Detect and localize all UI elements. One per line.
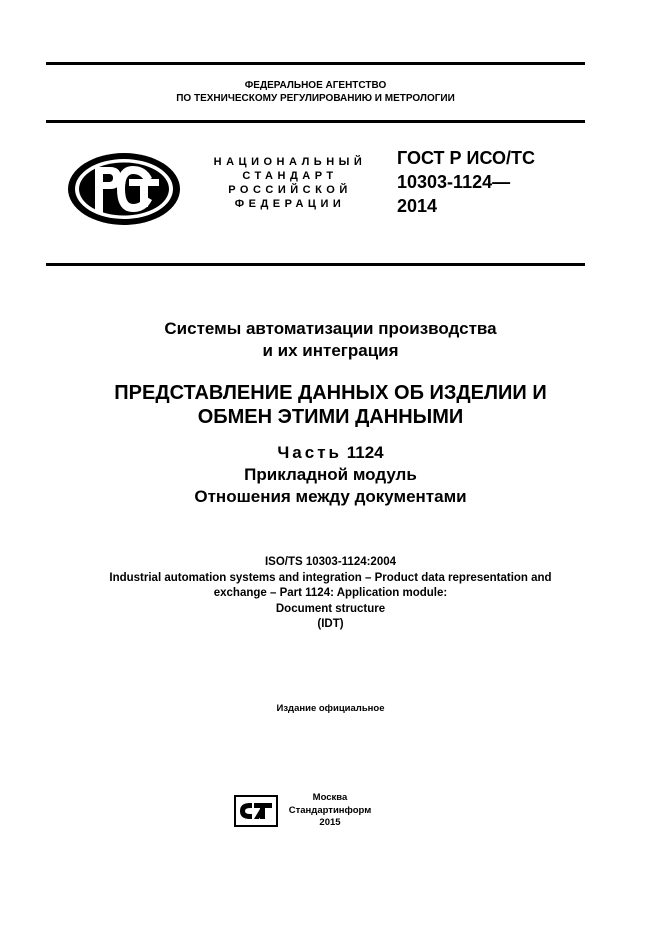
iso-designation: ISO/TS 10303-1124:2004 [264, 556, 397, 568]
national-line-3: РОССИЙСКОЙ [228, 184, 352, 196]
agency-line-1: ФЕДЕРАЛЬНОЕ АГЕНТСТВО [244, 80, 387, 91]
agency-line-2: ПО ТЕХНИЧЕСКОМУ РЕГУЛИРОВАНИЮ И МЕТРОЛОГИИ [176, 93, 455, 104]
edition-label: Издание официальное [276, 703, 385, 714]
iso-title-line-1: Industrial automation systems and integration – Product data representation and [109, 571, 552, 584]
pct-certification-mark-icon [66, 151, 182, 227]
part-word: Часть [277, 443, 342, 462]
general-title-line-1: Системы автоматизации производства [164, 319, 497, 338]
publisher-year: 2015 [319, 817, 341, 828]
agency-header [46, 79, 585, 105]
iso-title-line-3: Document structure [275, 602, 386, 615]
national-line-4: ФЕДЕРАЦИИ [234, 198, 346, 210]
standard-designation [397, 146, 597, 218]
national-line-1: НАЦИОНАЛЬНЫЙ [213, 156, 367, 168]
iso-reference [30, 555, 631, 633]
top-rule [46, 62, 585, 65]
designation-line-3: 2014 [397, 196, 438, 216]
general-title-line-2: и их интеграция [262, 341, 399, 360]
main-title [46, 381, 615, 429]
national-standard-label [200, 155, 380, 211]
national-line-2: СТАНДАРТ [242, 170, 338, 182]
designation-line-2: 10303-1124— [397, 172, 511, 192]
publisher-info [280, 792, 380, 830]
publisher-city: Москва [312, 792, 348, 803]
title-rule [46, 263, 585, 266]
publisher-name: Стандартинформ [288, 804, 372, 816]
iso-title-line-2: exchange – Part 1124: Application module: [213, 587, 448, 599]
module-name: Отношения между документами [194, 487, 467, 506]
designation-line-1: ГОСТ Р ИСО/ТС [397, 148, 536, 168]
module-line: Прикладной модуль [244, 465, 417, 484]
part-number: 1124 [346, 443, 384, 462]
main-title-line-1: ПРЕДСТАВЛЕНИЕ ДАННЫХ ОБ ИЗДЕЛИИ И [114, 382, 547, 404]
standartinform-logo-icon [234, 795, 278, 827]
main-title-line-2: ОБМЕН ЭТИМИ ДАННЫМИ [197, 406, 464, 428]
part-heading [46, 442, 615, 464]
header-rule [46, 120, 585, 123]
iso-equivalence: (IDT) [317, 618, 344, 630]
part-title [46, 442, 615, 508]
general-title [46, 318, 615, 362]
